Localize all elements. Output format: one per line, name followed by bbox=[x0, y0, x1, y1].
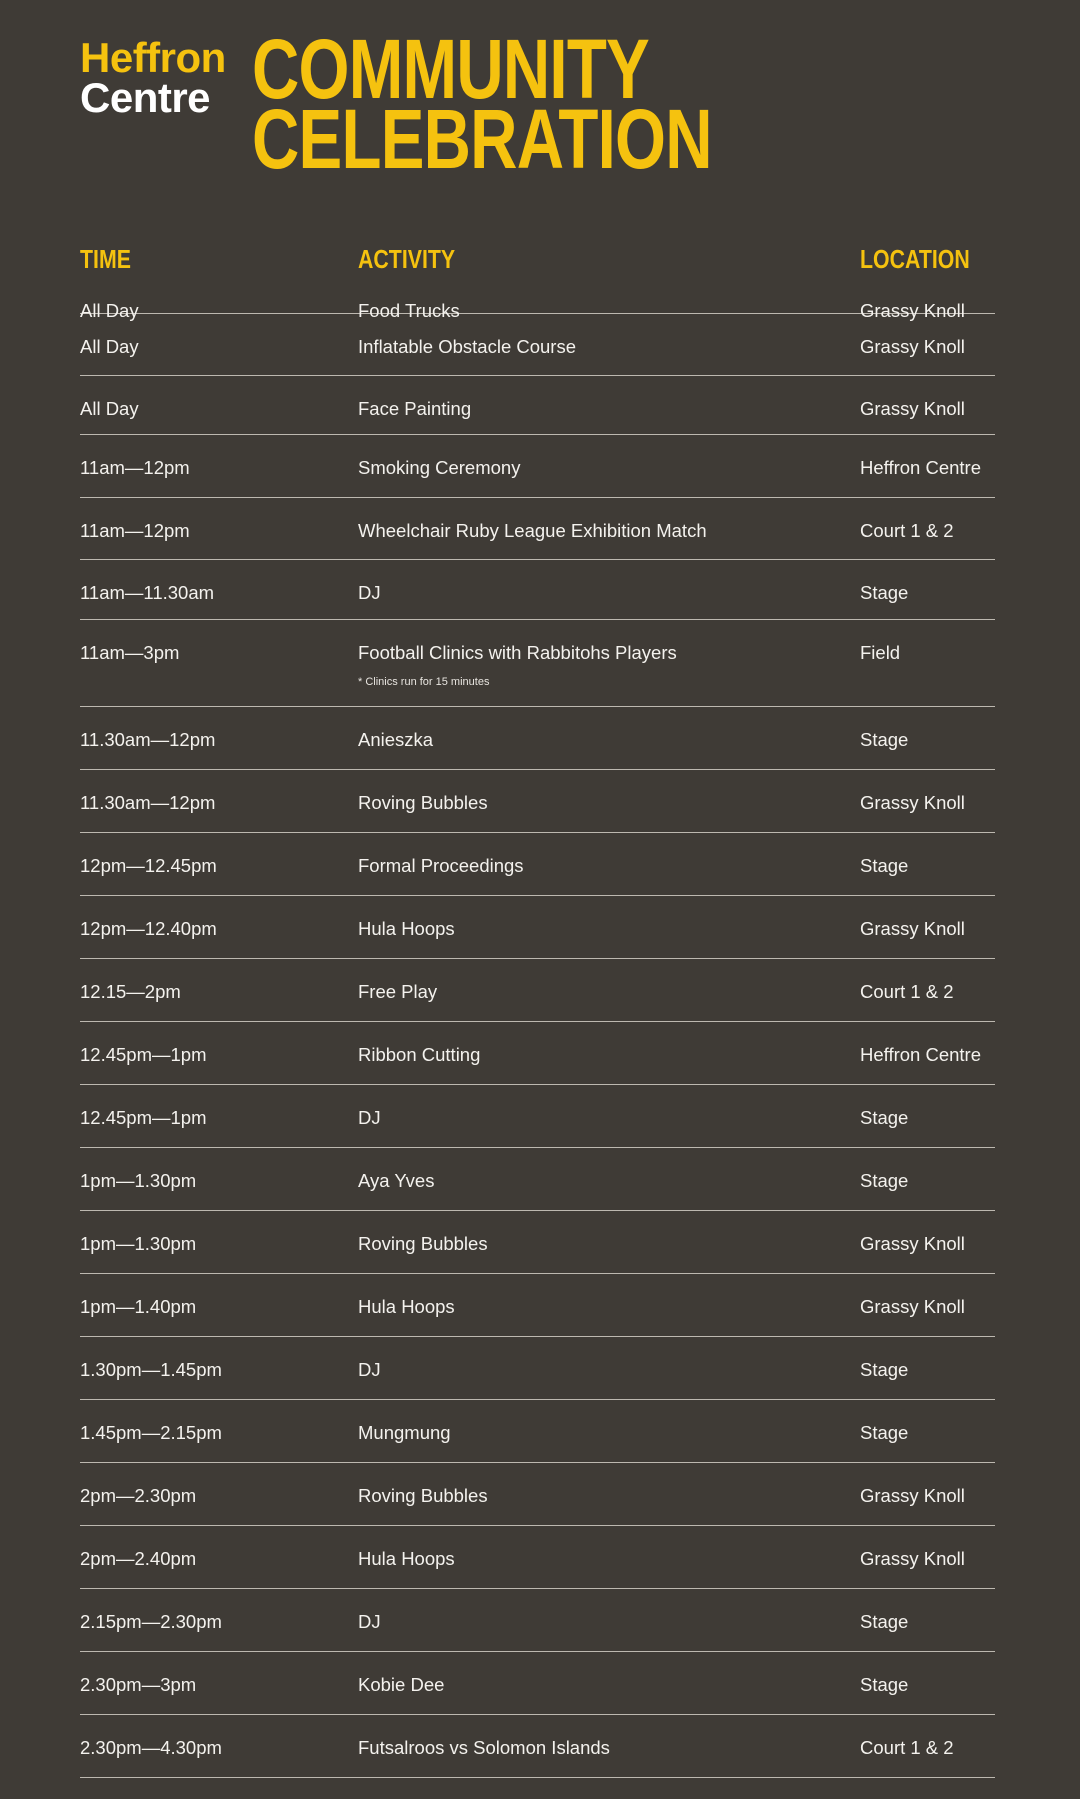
header-time: TIME bbox=[80, 244, 131, 274]
location-text: Grassy Knoll bbox=[860, 792, 965, 813]
cell-time bbox=[80, 1485, 196, 1507]
table-row bbox=[80, 560, 995, 620]
time-text: 1.45pm—2.15pm bbox=[80, 1422, 222, 1443]
time-text: All Day bbox=[80, 300, 139, 321]
table-row bbox=[80, 707, 995, 770]
activity-text: Wheelchair Ruby League Exhibition Match bbox=[358, 520, 707, 541]
table-row bbox=[80, 498, 995, 560]
activity-text: Smoking Ceremony bbox=[358, 457, 521, 478]
location-text: Court 1 & 2 bbox=[860, 520, 954, 541]
location-text: Grassy Knoll bbox=[860, 1233, 965, 1254]
activity-text: Food Trucks bbox=[358, 300, 460, 321]
cell-activity bbox=[358, 1107, 381, 1129]
cell-time bbox=[80, 1044, 206, 1066]
cell-time bbox=[80, 520, 190, 542]
cell-location bbox=[860, 457, 981, 479]
location-text: Grassy Knoll bbox=[860, 1296, 965, 1317]
activity-text: DJ bbox=[358, 1107, 381, 1128]
brand-line1: Heffron bbox=[80, 34, 226, 81]
time-text: 11am—11.30am bbox=[80, 582, 215, 603]
cell-activity bbox=[358, 1548, 455, 1570]
location-text: Grassy Knoll bbox=[860, 918, 965, 939]
activity-text: DJ bbox=[358, 582, 381, 603]
location-text: Stage bbox=[860, 582, 909, 603]
table-row bbox=[80, 1463, 995, 1526]
activity-text: Aya Yves bbox=[358, 1170, 435, 1191]
cell-location bbox=[860, 1359, 908, 1381]
cell-activity bbox=[358, 792, 488, 814]
cell-time bbox=[80, 1359, 222, 1381]
cell-location bbox=[860, 1548, 965, 1570]
activity-text: Roving Bubbles bbox=[358, 1485, 488, 1506]
table-body bbox=[80, 282, 995, 1778]
title-line1: COMMUNITY bbox=[252, 22, 649, 116]
cell-location bbox=[860, 1737, 954, 1759]
location-text: Stage bbox=[860, 855, 909, 876]
cell-activity bbox=[358, 1611, 381, 1633]
cell-location bbox=[860, 981, 954, 1003]
location-text: Grassy Knoll bbox=[860, 336, 965, 357]
table-row bbox=[80, 1211, 995, 1274]
cell-time bbox=[80, 398, 139, 420]
time-text: 1.30pm—1.45pm bbox=[80, 1359, 222, 1380]
cell-time bbox=[80, 918, 217, 940]
cell-location bbox=[860, 1233, 965, 1255]
cell-location bbox=[860, 1611, 908, 1633]
cell-location bbox=[860, 520, 954, 542]
table-row bbox=[80, 833, 995, 896]
cell-activity bbox=[358, 1485, 488, 1507]
header-activity: ACTIVITY bbox=[358, 244, 456, 274]
table-row bbox=[80, 1022, 995, 1085]
cell-activity bbox=[358, 729, 433, 751]
table-row bbox=[80, 1337, 995, 1400]
table-row bbox=[80, 1085, 995, 1148]
cell-location bbox=[860, 855, 908, 877]
table-row bbox=[80, 1526, 995, 1589]
cell-activity bbox=[358, 520, 707, 542]
activity-text: Football Clinics with Rabbitohs Players bbox=[358, 642, 677, 663]
cell-activity bbox=[358, 1674, 444, 1696]
cell-location bbox=[860, 1674, 908, 1696]
cell-location bbox=[860, 729, 908, 751]
cell-activity bbox=[358, 582, 381, 604]
time-text: 1pm—1.30pm bbox=[80, 1170, 197, 1191]
cell-time bbox=[80, 1737, 222, 1759]
table-row bbox=[80, 770, 995, 833]
location-text: Stage bbox=[860, 1611, 909, 1632]
location-text: Stage bbox=[860, 1107, 909, 1128]
location-text: Stage bbox=[860, 1170, 909, 1191]
cell-time bbox=[80, 457, 190, 479]
cell-activity bbox=[358, 1170, 434, 1192]
table-row bbox=[80, 435, 995, 498]
location-text: Field bbox=[860, 642, 901, 663]
cell-time bbox=[80, 1548, 196, 1570]
time-text: 12.15—2pm bbox=[80, 981, 181, 1002]
time-text: 2.30pm—4.30pm bbox=[80, 1737, 222, 1758]
location-text: Stage bbox=[860, 729, 909, 750]
cell-time bbox=[80, 642, 179, 664]
activity-text: Free Play bbox=[358, 981, 438, 1002]
time-text: 11.30am—12pm bbox=[80, 792, 216, 813]
cell-activity bbox=[358, 981, 437, 1003]
time-text: 1pm—1.40pm bbox=[80, 1296, 197, 1317]
table-row bbox=[80, 376, 995, 435]
cell-time bbox=[80, 336, 139, 358]
location-text: Grassy Knoll bbox=[860, 1548, 965, 1569]
table-row bbox=[80, 959, 995, 1022]
activity-note: * Clinics run for 15 minutes bbox=[358, 676, 490, 688]
cell-activity bbox=[358, 855, 524, 877]
cell-location bbox=[860, 1107, 908, 1129]
cell-activity bbox=[358, 1737, 610, 1759]
location-text: Heffron Centre bbox=[860, 1044, 981, 1065]
activity-text: Mungmung bbox=[358, 1422, 451, 1443]
table-row bbox=[80, 896, 995, 959]
activity-text: Hula Hoops bbox=[358, 1548, 455, 1569]
time-text: 11am—3pm bbox=[80, 642, 180, 663]
time-text: 12.45pm—1pm bbox=[80, 1107, 207, 1128]
time-text: 2.15pm—2.30pm bbox=[80, 1611, 222, 1632]
cell-time bbox=[80, 1422, 222, 1444]
cell-time bbox=[80, 582, 214, 604]
activity-text: DJ bbox=[358, 1611, 381, 1632]
cell-time bbox=[80, 1674, 196, 1696]
table-row bbox=[80, 1400, 995, 1463]
cell-time bbox=[80, 1233, 196, 1255]
heffron-centre-logo bbox=[80, 34, 226, 121]
table-row bbox=[80, 314, 995, 376]
activity-text: Anieszka bbox=[358, 729, 434, 750]
activity-text: Face Painting bbox=[358, 398, 472, 419]
time-text: 12pm—12.40pm bbox=[80, 918, 217, 939]
location-text: Court 1 & 2 bbox=[860, 981, 954, 1002]
activity-text: Futsalroos vs Solomon Islands bbox=[358, 1737, 610, 1758]
activity-text: Hula Hoops bbox=[358, 918, 455, 939]
time-text: 2.30pm—3pm bbox=[80, 1674, 197, 1695]
table-row bbox=[80, 282, 995, 321]
activity-text: Kobie Dee bbox=[358, 1674, 445, 1695]
cell-location bbox=[860, 1044, 981, 1066]
time-text: 11.30am—12pm bbox=[80, 729, 216, 750]
time-text: 2pm—2.40pm bbox=[80, 1548, 197, 1569]
activity-text: Hula Hoops bbox=[358, 1296, 455, 1317]
location-text: Stage bbox=[860, 1674, 909, 1695]
cell-time bbox=[80, 729, 215, 751]
activity-text: Roving Bubbles bbox=[358, 1233, 488, 1254]
time-text: All Day bbox=[80, 398, 139, 419]
time-text: 11am—12pm bbox=[80, 457, 190, 478]
table-row bbox=[80, 620, 995, 707]
cell-location bbox=[860, 918, 965, 940]
table-row bbox=[80, 1274, 995, 1337]
cell-time bbox=[80, 792, 215, 814]
title-line2: CELEBRATION bbox=[252, 92, 712, 186]
cell-activity bbox=[358, 1422, 451, 1444]
cell-time bbox=[80, 855, 217, 877]
cell-location bbox=[860, 1296, 965, 1318]
cell-activity bbox=[358, 642, 677, 693]
cell-location bbox=[860, 1170, 908, 1192]
cell-activity bbox=[358, 457, 520, 479]
activity-text: Inflatable Obstacle Course bbox=[358, 336, 577, 357]
table-row bbox=[80, 1715, 995, 1778]
table-header bbox=[80, 244, 995, 282]
location-text: Grassy Knoll bbox=[860, 300, 965, 321]
time-text: 2pm—2.30pm bbox=[80, 1485, 197, 1506]
cell-time bbox=[80, 1296, 196, 1318]
time-text: All Day bbox=[80, 336, 139, 357]
header-location: LOCATION bbox=[860, 244, 970, 274]
schedule-table bbox=[80, 244, 995, 1778]
location-text: Court 1 & 2 bbox=[860, 1737, 954, 1758]
time-text: 1pm—1.30pm bbox=[80, 1233, 197, 1254]
cell-location bbox=[860, 582, 908, 604]
cell-location bbox=[860, 792, 965, 814]
cell-location bbox=[860, 1485, 965, 1507]
cell-location bbox=[860, 642, 900, 664]
cell-activity bbox=[358, 398, 471, 420]
table-row bbox=[80, 1148, 995, 1211]
cell-time bbox=[80, 1107, 206, 1129]
cell-location bbox=[860, 336, 965, 358]
activity-text: Roving Bubbles bbox=[358, 792, 488, 813]
location-text: Grassy Knoll bbox=[860, 398, 965, 419]
activity-text: Ribbon Cutting bbox=[358, 1044, 481, 1065]
time-text: 11am—12pm bbox=[80, 520, 190, 541]
cell-activity bbox=[358, 1296, 455, 1318]
cell-activity bbox=[358, 1233, 488, 1255]
cell-time bbox=[80, 981, 181, 1003]
cell-time bbox=[80, 1611, 222, 1633]
cell-activity bbox=[358, 1044, 480, 1066]
location-text: Grassy Knoll bbox=[860, 1485, 965, 1506]
activity-text: DJ bbox=[358, 1359, 381, 1380]
page-title bbox=[252, 22, 712, 186]
time-text: 12pm—12.45pm bbox=[80, 855, 217, 876]
cell-location bbox=[860, 1422, 908, 1444]
table-row bbox=[80, 1652, 995, 1715]
header bbox=[80, 22, 980, 188]
table-row bbox=[80, 1589, 995, 1652]
cell-activity bbox=[358, 1359, 381, 1381]
location-text: Stage bbox=[860, 1359, 909, 1380]
cell-location bbox=[860, 398, 965, 420]
brand-line2: Centre bbox=[80, 74, 211, 121]
location-text: Heffron Centre bbox=[860, 457, 981, 478]
location-text: Stage bbox=[860, 1422, 909, 1443]
activity-text: Formal Proceedings bbox=[358, 855, 524, 876]
cell-time bbox=[80, 1170, 196, 1192]
cell-activity bbox=[358, 336, 576, 358]
time-text: 12.45pm—1pm bbox=[80, 1044, 207, 1065]
cell-activity bbox=[358, 918, 455, 940]
